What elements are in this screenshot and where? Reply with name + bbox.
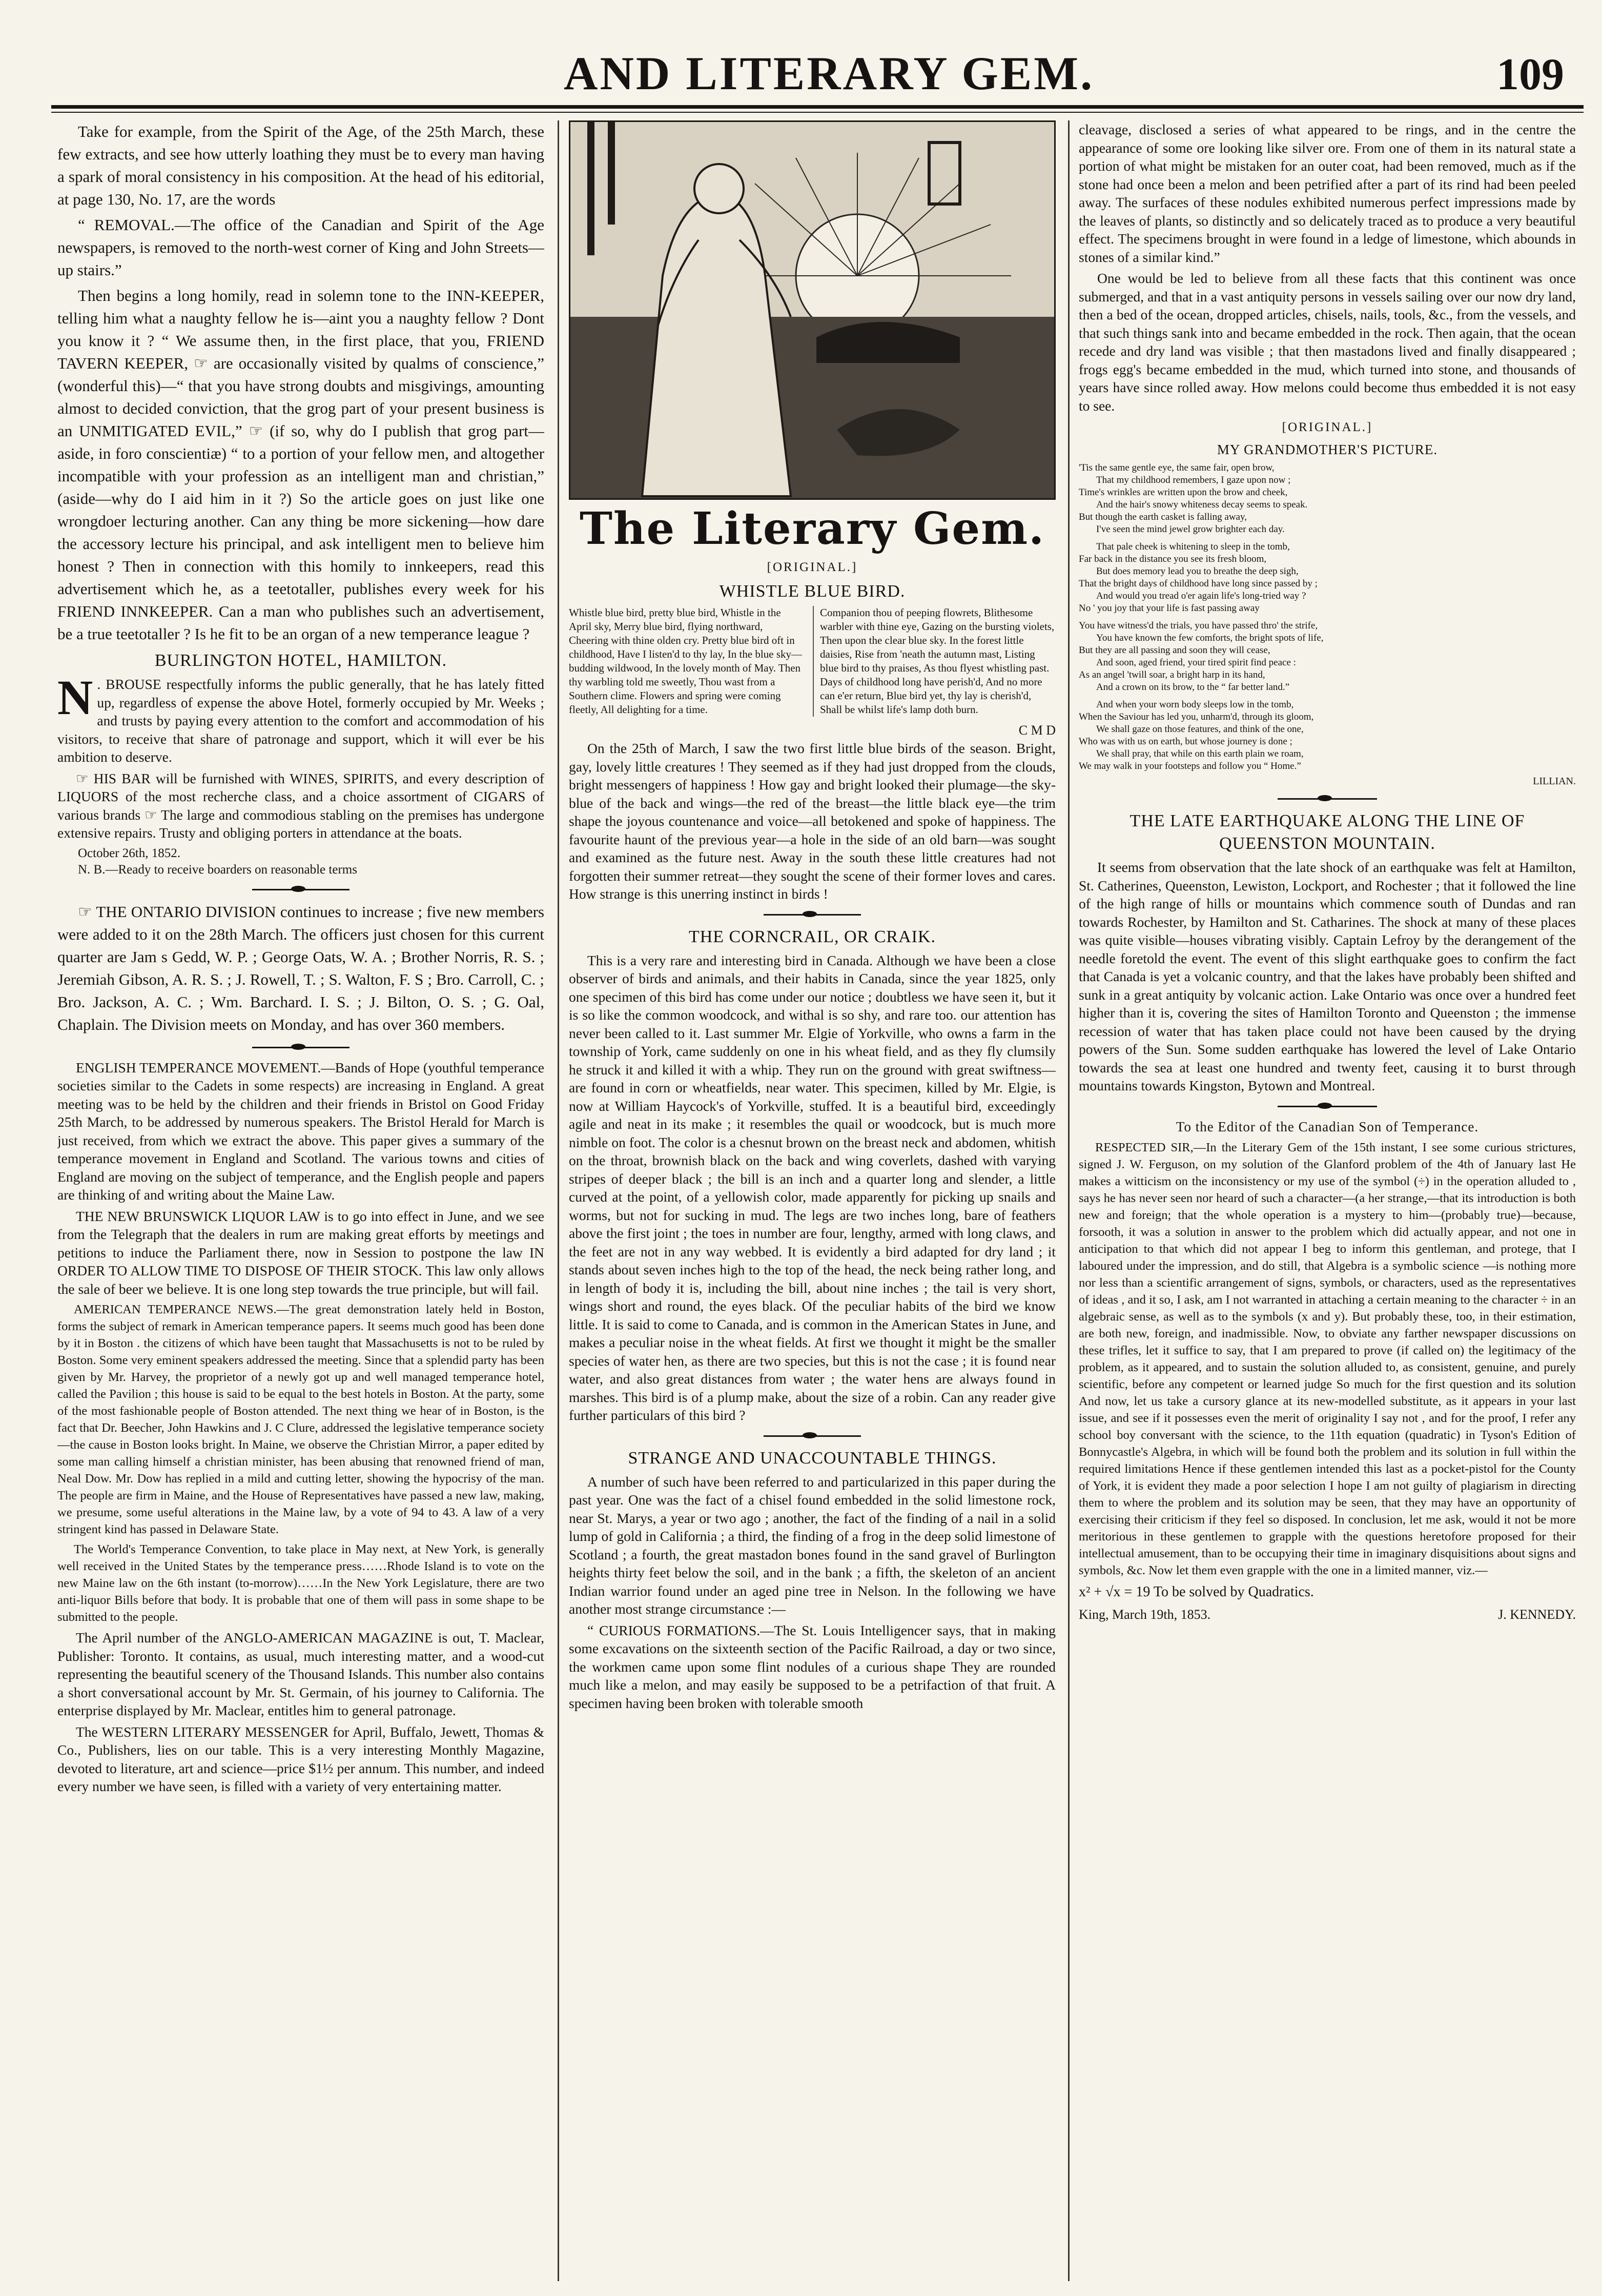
masthead-engraving [569, 120, 1056, 500]
section-divider [1079, 1102, 1576, 1110]
poem-line: Far back in the distance you see its fresh bloom, [1079, 554, 1267, 564]
paragraph: This is a very rare and interesting bird in Canada. Although we have been a close observer of birds and animals, and their habits in Canada, since the year 1825, only one specimen of this bird has come under our notice ; doubtless we have seen it, but it is so like the common woodcock, and withal is so shy, and rare too. our attention has never been called to it. Last summer Mr. Elgie of Yorkville, who owns a farm in the township of York, came suddenly on one in his wheat field, and as they fly clumsily he struck it and killed it with a whip. They run on the ground with great swiftness—are found in corn or wheatfields, near water. This specimen, killed by Mr. Elgie, is now at William Haycock's of Yorkville, stuffed. It is a beautiful bird, exceedingly agile and neat in its make ; it resembles the quail or woodcock, but is much more nimble on foot. The color is a chesnut brown on the breast neck and abdomen, whitish on the throat, brownish black on the back and wing coverlets, dashed with varying stripes of deeper black ; the bill is an inch and a quarter long and slender, a little curved at the point, of a yellowish color, made apparently for picking up snails and worms, but not for sucking in mud. The legs are two inches long, bare of feathers above the first joint ; the toes in number are four, lengthy, armed with long claws, and the feet are not in any way webbed. It is evidently a bird adapted for dry land ; it stands about seven inches high to the top of the head, the neck being rather long, and in length of body it is, including the bill, about nine inches ; the tail is very short, wings short and round, the eyes black. Of the peculiar habits of the bird we know little. It is said to come to Canada, and is common in the American States in June, and makes a peculiar noise in the wheat fields. At first we thought it might be the smaller species of water hen, as there are two species, but this is not the case ; it is found near water, and also great distances from water ; the water hens are always found in marshes. This bird is of a plump make, about the size of a robin. Can any reader give further particulars of this bird ? [569, 952, 1056, 1423]
poem-line: We may walk in your footsteps and follow you “ Home.” [1079, 761, 1301, 771]
column-divider [1068, 120, 1070, 2281]
poem-line: 'Tis the same gentle eye, the same fair, open brow, [1079, 462, 1275, 473]
poem-line: I've seen the mind jewel grow brighter each day. [1096, 524, 1285, 535]
column-right [1079, 120, 1576, 2273]
article-title: STRANGE AND UNACCOUNTABLE THINGS. [628, 1448, 997, 1468]
section-divider [57, 1043, 544, 1051]
poem-stanza [1079, 462, 1576, 536]
division-notice: ☞ THE ONTARIO DIVISION continues to increase ; five new members were added to it on the 28th March. The officers just chosen for this current quarter are Jam s Gedd, W. P. ; George Oats, W. A. ; Brother Norris, R. S. ; Jeremiah Gibson, A. R. S. ; J. Rowell, T. ; S. Walton, F. S ; Bro. Carroll, C. ; Bro. Jackson, A. C. ; Wm. Barchard. I. S. ; J. Bilton, O. S. ; G. Oal, Chaplain. The Division meets on Monday, and has over 360 members. [57, 902, 544, 1033]
letter-heading: To the Editor of the Canadian Son of Temperance. [1176, 1119, 1479, 1134]
poem-line: When the Saviour has led you, unharm'd, through its gloom, [1079, 712, 1314, 722]
poem-title: WHISTLE BLUE BIRD. [719, 582, 906, 601]
poem-line: But they are all passing and soon they will cease, [1079, 645, 1270, 656]
quotation: “ CURIOUS FORMATIONS.—The St. Louis Intelligencer says, that in making some excavations on the sixteenth section of the Pacific Railroad, a day or two since, the workmen came upon some flint nodules of a curious shape They are rounded much like a melon, and may easily be supposed to be a petrifaction of that fruit. A specimen having been broken with tolerable smooth [569, 1622, 1056, 1711]
poem-line: We shall pray, that while on this earth plain we roam, [1096, 748, 1304, 759]
poem-line: Time's wrinkles are written upon the brow and cheek, [1079, 487, 1288, 498]
paragraph: On the 25th of March, I saw the two first little blue birds of the season. Bright, gay, lovely little creatures ! They seemed as if they had just dropped from the clouds, bright messengers of happiness ! How gay and bright looked their plumage—the sky-blue of the back and wings—the red of the breast—the little black eye—the trim shape the joyous countenance and voice—all betokened and spoke of happiness. The favourite haunt of the previous year—a hole in the side of an old barn—was sought and examined as the future nest. Away in the south these little creatures had not forgotten their summer retreat—they sought the scene of their former loves and cares. How strange is this unerring instinct in birds ! [569, 740, 1056, 902]
poem-line: And soon, aged friend, your tired spirit find peace : [1096, 657, 1296, 668]
gem-title: The Literary Gem. [579, 503, 1045, 555]
equation: x² + √x = 19 To be solved by Quadratics. [1079, 1583, 1314, 1600]
news-item: The WESTERN LITERARY MESSENGER for April, Buffalo, Jewett, Thomas & Co., Publishers, lies on our table. This is a very interesting Monthly Magazine, devoted to literature, art and science—price $1½ per annum. This number, and indeed every number we have seen, is filled with a variety of very entertaining matter. [57, 1723, 544, 1794]
letter-place-date: King, March 19th, 1853. [1079, 1607, 1211, 1622]
news-item: The World's Temperance Convention, to take place in May next, at New York, is generally well received in the United States by the temperance press……Rhode Island is to vote on the new Maine law on the 6th instant (to-morrow)……In the New York Legislature, there are two anti-liquor Bills before that body. It is probable that one of them will pass in some shape to be submitted to the people. [57, 1542, 544, 1624]
poem-line: But though the earth casket is falling away, [1079, 512, 1247, 522]
letter-signature: J. KENNEDY. [1498, 1607, 1576, 1622]
section-divider [57, 885, 544, 893]
poem-left-column: Whistle blue bird, pretty blue bird, Whistle in the April sky, Merry blue bird, flying northward, Cheering with thine olden cry. Pretty blue bird oft in childhood, Have I listen'd to thy lay, In the blue sky—budding wildwood, In the lovely month of May. Then thy warbling told me sweetly, Thou wast from a Southern clime. Flowers and spring were coming fleetly, All delighting for a time. [569, 606, 803, 716]
section-divider [569, 910, 1056, 919]
poem-line: That my childhood remembers, I gaze upon now ; [1096, 475, 1291, 485]
news-item: The April number of the ANGLO-AMERICAN MAGAZINE is out, T. Maclear, Publisher: Toronto. It contains, as usual, much interesting matter, and a wood-cut representing the beautiful scenery of the Thousand Islands. This number also contains a short conversational account by Mr. St. Germain, of his journey to California. The enterprise displayed by Mr. Maclear, entitles him to general patronage. [57, 1630, 544, 1718]
paragraph: A number of such have been referred to and particularized in this paper during the past year. One was the fact of a chisel found embedded in the solid limestone rock, near St. Marys, a year or two ago ; another, the fact of the finding of a nail in a solid lump of gold in California ; a third, the finding of a frog in the deep solid limestone of Scotland ; a fourth, the great mastadon bones found in the sand gravel of Burlington heights thirty feet below the soil, and in the bank ; a fifth, the skeleton of an ancient Indian warrior found under an aged pine tree in Nelson. In the following we have another most strange circumstance :— [569, 1473, 1056, 1617]
advertisement-note: N. B.—Ready to receive boarders on reasonable terms [78, 862, 357, 877]
engraving-art [570, 122, 1054, 498]
poem-line: You have witness'd the trials, you have passed thro' the strife, [1079, 620, 1318, 631]
poem-stanzas [569, 606, 1056, 717]
header-rule [51, 105, 1584, 109]
column-left [57, 120, 544, 2273]
advertisement-title: BURLINGTON HOTEL, HAMILTON. [154, 651, 447, 670]
paragraph: It seems from observation that the late shock of an earthquake was felt at Hamilton, St. Catherines, Queenston, Lewiston, Lockport, and Rochester ; that it followed the line of the high range of hills or mountains which commence south of Dundas and ran towards Rochester, by Hamilton and St. Catharines. The shock at many of these places was quite visible—houses vibrating visibly. Captain Lefroy by the derangement of the needle foretold the event. The event of this slight earthquake goes to confirm the fact that Canada is yet a volcanic country, and that the lakes have probably been shifted and sunk in a great antiquity by volcanic action. Lake Ontario was once over a hundred feet higher than it is, covering the sites of Hamilton Toronto and Queenston ; the immense recession of water that has taken place could not have been caused by the drying powers of the Sun. Some sudden earthquake has lowered the level of Lake Ontario towards the sea at least one hundred and twenty feet, causing it to burst through mountains towards Kingston, Bytown and Montreal. [1079, 859, 1576, 1093]
poem-line: We shall gaze on those features, and think of the one, [1096, 724, 1304, 735]
news-item: ENGLISH TEMPERANCE MOVEMENT.—Bands of Hope (youthful temperance societies similar to the Cadets in some respects) are increasing in England. A great meeting was to be held by the children and their friends in Bristol on Good Friday 25th March, to be addressed by numerous speakers. The Bristol Herald for March is just received, from which we extract the above. This paper gives a summary of the temperance movement in England and Scotland. The various towns and cities of England are moving on the subject of temperance, and the English people and papers are thinking of and writing about the Maine Law. [57, 1059, 544, 1203]
article-title: THE LATE EARTHQUAKE ALONG THE LINE OF QUEENSTON MOUNTAIN. [1129, 811, 1525, 853]
poem-line: And a crown on its brow, to the “ far better land.” [1096, 682, 1290, 693]
news-item: THE NEW BRUNSWICK LIQUOR LAW is to go into effect in June, and we see from the Telegraph that the dealers in rum are making great efforts by meetings and petitions to induce the Parliament there, now in Session to postpone the law IN ORDER TO ALLOW TIME TO DISPOSE OF THEIR STOCK. This law only allows the sale of beer we believe. It is one long step towards the true principle, but will fail. [57, 1208, 544, 1297]
poem-signature: LILLIAN. [1533, 776, 1576, 787]
column-divider [558, 120, 559, 2281]
advertisement-date: October 26th, 1852. [78, 846, 180, 860]
poem-signature: C M D [1018, 723, 1056, 738]
poem-line: You have known the few comforts, the bright spots of life, [1096, 633, 1324, 643]
original-label: [ORIGINAL.] [767, 560, 858, 574]
paragraph: Then begins a long homily, read in solemn tone to the INN-KEEPER, telling him what a naughty fellow he is—aint you a naughty fellow ? Dont you know it ? “ We assume then, in the first place, that you, FRIEND TAVERN KEEPER, ☞ are occasionally visited by qualms of conscience,” (wonderful this)—“ that you have strong doubts and misgivings, amounting almost to decided conviction, that the grog part of your present business is an UNMITIGATED EVIL,” ☞ (if so, why do I publish that grog part—aside, in foro conscientiæ) “ to a portion of your fellow men, and altogether incompatible with your profession as an intelligent man and christian,” (aside—why do I aid him in it ?) So the article goes on just like one wrongdoer lecturing another. Can any thing be more sickening—how dare the accessory lecture his principal, and ask intelligent men to believe him honest ? Then in connection with this homily to innkeepers, read this advertisement which he, as a teetotaller, publishes every week for his FRIEND INNKEEPER. Can a man who publishes such an advertisement, be a true teetotaller ? Is he fit to be an organ of a new temperance league ? [57, 287, 544, 643]
article-title: THE CORNCRAIL, OR CRAIK. [688, 927, 936, 946]
advertisement-body: ☞ HIS BAR will be furnished with WINES, SPIRITS, and every description of LIQUORS of the most recherche class, and a choice assortment of CIGARS of various brands ☞ The large and commodious stabling on the premises has undergone extensive repairs. Trusty and obliging porters in attendance at the boats. [57, 770, 544, 841]
poem-line: Who was with us on earth, but whose journey is done ; [1079, 736, 1292, 747]
paragraph: One would be led to believe from all these facts that this continent was once submerged, and that in a vast antiquity persons in vessels sailing over our now dry land, then a bed of the ocean, dropped articles, chisels, nails, tools, &c., from the vessels, and that such things sank into and became embedded in the rock. Then again, that the ocean recede and dry land was visible ; that then mastadons lived and finally disappeared ; frogs egg's became embedded in the mud, which turned into stone, and thousands of years have since rolled away. How melons could become thus embedded it is not easy to see. [1079, 270, 1576, 414]
poem-line: And the hair's snowy whiteness decay seems to speak. [1096, 499, 1308, 510]
poem-title: MY GRANDMOTHER'S PICTURE. [1217, 442, 1438, 457]
poem-right-column: Companion thou of peeping flowrets, Blithesome warbler with thine eye, Gazing on the bursting violets, Then upon the clear blue sky. In the forest little daisies, Rise from 'neath the autumn mast, Listing blue bird to thy praises, As thou flyest whistling past. Days of childhood long have perish'd, And no more can e'er return, Blue bird yet, thy lay is cherish'd, Shall be whilst life's lamp doth burn. [813, 606, 1056, 717]
poem-stanza [1079, 541, 1576, 615]
poem-body [1079, 462, 1576, 773]
section-divider [1079, 795, 1576, 803]
page-number: 109 [1496, 50, 1564, 99]
advertisement-body: N . BROUSE respectfully informs the public generally, that he has lately fitted up, regardless of expense the above Hotel, formerly occupied by Mr. Weeks ; and trusts by paying every attention to the comfort and accommodation of his visitors, to receive that share of patronage and support, which it will ever be his ambition to deserve. [57, 670, 544, 765]
letter-footer [1079, 1606, 1576, 1624]
poem-line: That pale cheek is whitening to sleep in the tomb, [1096, 541, 1290, 552]
quotation: “ REMOVAL.—The office of the Canadian and Spirit of the Age newspapers, is removed to the north-west corner of King and John Streets—up stairs.” [57, 216, 544, 279]
poem-line: And when your worn body sleeps low in the tomb, [1096, 699, 1294, 710]
poem-line: As an angel 'twill soar, a bright harp in its hand, [1079, 669, 1265, 680]
masthead-title: AND LITERARY GEM. [564, 47, 1095, 99]
poem-line: That the bright days of childhood have long since passed by ; [1079, 578, 1318, 589]
poem-stanza [1079, 620, 1576, 694]
poem-line: But does memory lead you to breathe the deep sigh, [1096, 566, 1299, 577]
section-divider [569, 1432, 1056, 1440]
letter-body: RESPECTED SIR,—In the Literary Gem of the 15th instant, I see some curious strictures, signed J. W. Ferguson, on my solution of the Glanford problem of the 4th of January last He makes a witticism on the inconsistency or my use of the symbol (÷) in the operation alluded to , says he has never seen nor heard of such a character—(a her strange,—that its introduction is both new and foreign; that the whole operation is a mystery to him—(probably true)—because, forsooth, it was a solution in answer to the problem which did actually appear, and not one in anticipation to that which did not appear I beg to inform this gentleman, and protege, that I laboured under the impression, and do still, that Algebra is a symbolic science —is nothing more nor less than a scientific arrangement of signs, symbols, or characters, used as the representatives of ideas , and it so, I ask, am I not warranted in attaching a certain meaning to the character ÷ in an algebraic sense, as well as to the symbols (x and y). But probably these, too, in their estimation, are both new, foreign, and inadmissible. Now, to obviate any farther newspaper discussions on these trifles, let it suffice to say, that I am prepared to prove (if called on) the legitimacy of the problem, as it appeared, and to sustain the solution alluded to, as consistent, genuine, and purely scientific, before any competent or learned judge So much for the first question and its solution And now, let us take a cursory glance at its new-modelled substitute, as it appears in your last issue, and see if it possesses even the merit of originality I say not , and for the proof, I refer any school boy conversant with the science, to the 11th equation (quadratic) in Tyson's Edition of Bonnycastle's Algebra, in which will be found both the problem and its solution in full within the required limitations Hence if these gentlemen intended this last as a pocket-pistol for the County of York, it is evident they made a poor selection I hope I am not guilty of plagiarism in directing them to where the problem and its solution may be seen, that they may have an opportunity of exercising their criticism if they feel so disposed. In conclusion, let me ask, would it not be more meritorious in these gentlemen to grapple with the questions heretofore proposed for their intellectual amusement, than to be occupying their time in imaginary disquisitions about signs and symbols, &c. Now let them even grapple with the one in a limited manner, viz.— [1079, 1140, 1576, 1577]
drop-cap: N [57, 670, 93, 725]
news-item: AMERICAN TEMPERANCE NEWS.—The great demonstration lately held in Boston, forms the subject of remark in American temperance papers. It seems much good has been done by it in Boston . the citizens of which have been taught that Massachusetts is not to be ruled by Boston. Some very eminent speakers addressed the meeting. Since that a splendid party has been given by Mr. Harvey, the proprietor of a newly got up and well managed temperance hotel, called the Pavilion ; this house is said to be equal to the best hotels in Boston. At the party, some of the most fashionable people of Boston attended. The next thing we hear of in Boston, is the fact that Dr. Beecher, John Hawkins and J. C Clure, addressed the legislative temperance society—the cause in Boston looks bright. In Maine, we observe the Christian Mirror, a paper edited by some man calling himself a christian minister, has been abusing that renowned friend of man, Neal Dow. Mr. Dow has replied in a mild and cutting letter, showing the hypocrisy of the man. The people are firm in Maine, and the House of Representatives have passed a new law, making, we presume, some useful alterations in the Maine law, by a vote of 94 to 43. A law of a very stringent kind has passed in Delaware State. [57, 1303, 544, 1536]
poem-line: No ' you joy that your life is fast passing away [1079, 603, 1260, 614]
header-rule-thin [51, 112, 1584, 113]
original-label: [ORIGINAL.] [1282, 420, 1373, 434]
column-middle [569, 120, 1056, 2273]
paragraph: Take for example, from the Spirit of the Age, of the 25th March, these few extracts, and see how utterly loathing they must be to every man having a spark of moral consistency in his composition. At the head of his editorial, at page 130, No. 17, are the words [57, 123, 544, 208]
paragraph: cleavage, disclosed a series of what appeared to be rings, and in the centre the appearance of some ore looking like silver ore. From one of them in its natural state a portion of what might be mistaken for an outer coat, had been removed, much as if the stone had once been a melon and been petrified after a part of its rind had been peeled away. The surfaces of these nodules exhibited numerous perfect impressions made by the leaves of plants, so distinctly and so delicately traced as to produce a very beautiful effect. The specimens brought in were found in a ledge of limestone, which abounds in stones of a similar kind.” [1079, 121, 1576, 265]
poem-stanza [1079, 699, 1576, 773]
poem-line: And would you tread o'er again life's long-tried way ? [1096, 591, 1306, 601]
